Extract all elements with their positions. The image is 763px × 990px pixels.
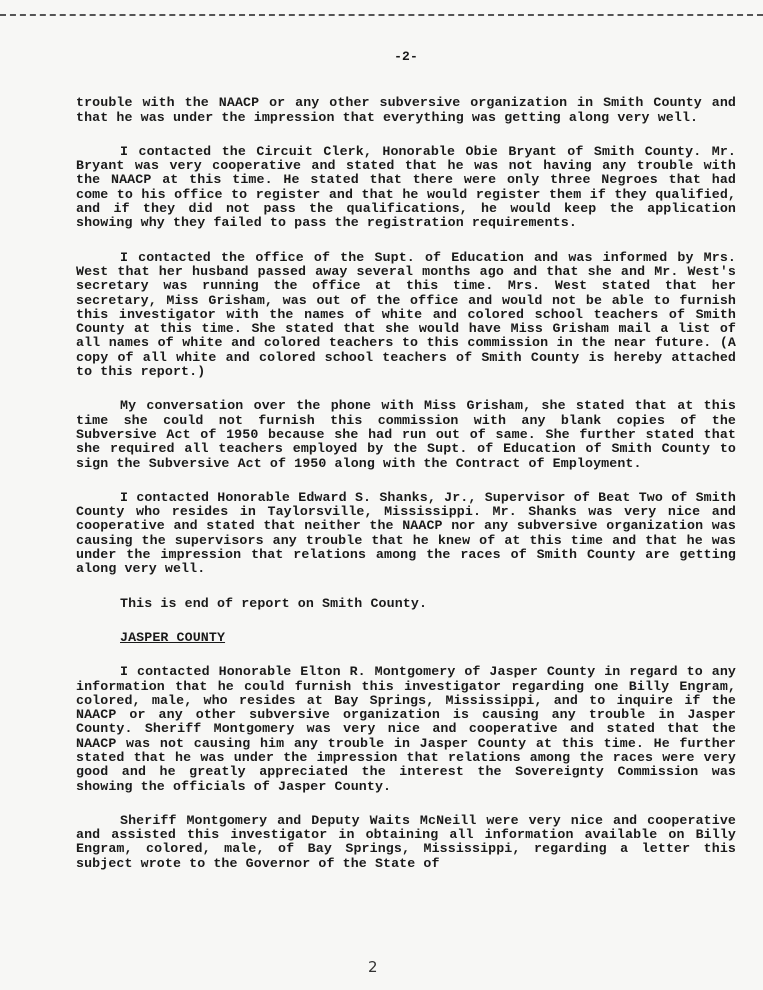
paragraph-engram: Sheriff Montgomery and Deputy Waits McNeill were very nice and cooperative and assisted this investigator in obtaining all information available on Billy Engram, colored, male, of Bay Springs, Mississippi, regarding a letter this subject wrote to the Governor of the State of: [76, 812, 736, 871]
paragraph-continuation: trouble with the NAACP or any other subversive organization in Smith County and that he was under the impression that everything was getting along very well.: [76, 95, 736, 125]
end-of-report-line: This is end of report on Smith County.: [120, 595, 428, 611]
paragraph-grisham-phone: My conversation over the phone with Miss Grisham, she stated that at this time she could not furnish this commission with any blank copies of the Subversive Act of 1950 because she had run out of same. She further stated that she required all teachers employed by the Supt. of Education of Smith County to sign the Subversive Act of 1950 along with the Contract of Employment.: [76, 398, 736, 471]
page-number-header: -2-: [394, 49, 418, 64]
paragraph-circuit-clerk: I contacted the Circuit Clerk, Honorable Obie Bryant of Smith County. Mr. Bryant was very cooperative and stated that he was not having any trouble with the NAACP at this time. He stated that there were only three Negroes that had come to his office to register and that he would register them if they qualified, and if they did not pass the qualifications, he would keep the application showing why they failed to pass the registration requirements.: [76, 143, 736, 231]
paragraph-supt-education: I contacted the office of the Supt. of Education and was informed by Mrs. West that her husband passed away several months ago and that she and Mr. West's secretary was running the office at this time. Mrs. West stated that her secretary, Miss Grisham, was out of the office and would not be able to furnish this investigator with the names of white and colored school teachers of Smith County at this time. She stated that she would have Miss Grisham mail a list of all names of white and colored teachers to this commission in the near future. (A copy of all white and colored school teachers of Smith County is hereby attached to this report.): [76, 249, 736, 380]
handwritten-page-number: 2: [368, 958, 378, 976]
document-page: [76, 50, 736, 891]
section-heading-jasper: JASPER COUNTY: [120, 629, 226, 645]
top-border-rule: [0, 0, 763, 16]
paragraph-montgomery: I contacted Honorable Elton R. Montgomery of Jasper County in regard to any information that he could furnish this investigator regarding one Billy Engram, colored, male, who resides at Bay Springs, Mississippi, and to inquire if the NAACP or any other subversive organization is causing any trouble in Jasper County. Sheriff Montgomery was very nice and cooperative and stated that the NAACP was not causing him any trouble in Jasper County at this time. He further stated that he was under the impression that relations among the races were very good and he greatly appreciated the interest the Sovereignty Commission was showing the officials of Jasper County.: [76, 664, 736, 794]
paragraph-shanks: I contacted Honorable Edward S. Shanks, Jr., Supervisor of Beat Two of Smith County who resides in Taylorsville, Mississippi. Mr. Shanks was very nice and cooperative and stated that neither the NAACP nor any subversive organization was causing the supervisors any trouble that he knew of at this time and that he was under the impression that relations among the races of Smith County are getting along very well.: [76, 489, 736, 577]
